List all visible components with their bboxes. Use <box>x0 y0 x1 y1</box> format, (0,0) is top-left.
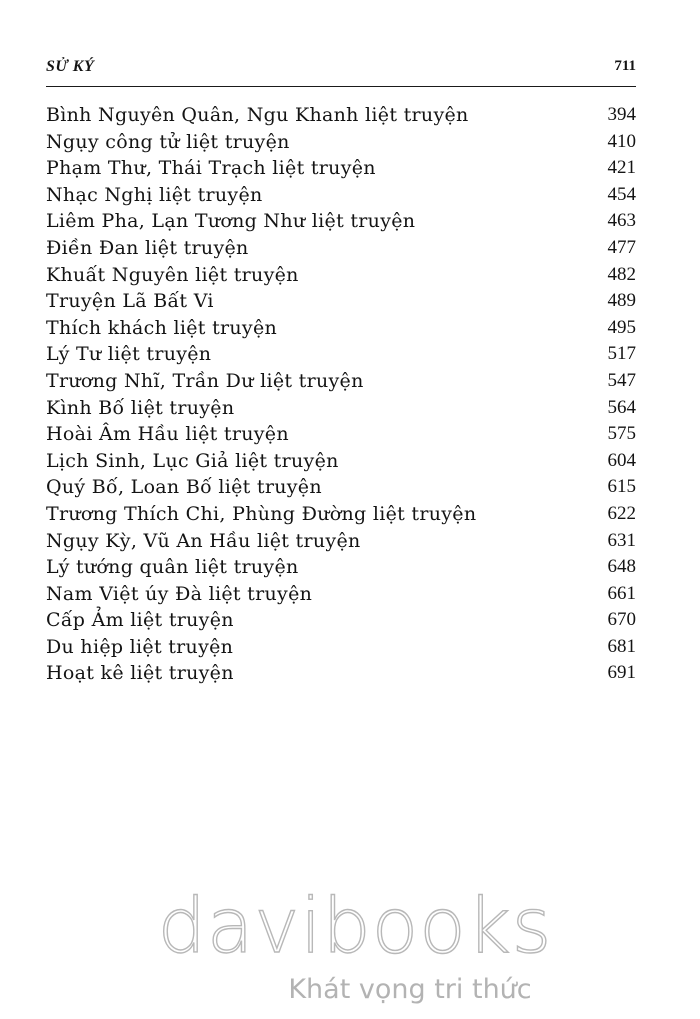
toc-entry-page: 394 <box>607 104 636 125</box>
toc-entry-page: 604 <box>607 449 636 471</box>
toc-entry-page: 564 <box>607 396 636 418</box>
toc-entry <box>46 208 636 235</box>
toc-entry-title: Ngụy công tử liệt truyện <box>46 130 290 153</box>
toc-entry-title: Truyện Lã Bất Vi <box>46 290 214 313</box>
toc-entry-page: 622 <box>607 502 636 524</box>
toc-entry-title: Lý tướng quân liệt truyện <box>46 556 299 579</box>
running-header <box>46 58 636 82</box>
toc-entry-title: Quý Bố, Loan Bố liệt truyện <box>46 476 322 499</box>
toc-entry-title: Kình Bố liệt truyện <box>46 396 235 419</box>
toc-entry-page: 495 <box>607 316 636 338</box>
toc-entry <box>46 448 636 475</box>
toc-entry-page: 463 <box>607 210 636 232</box>
toc-entry-page: 648 <box>607 556 636 578</box>
toc-entry <box>46 235 636 262</box>
toc-entry-title: Điền Đan liệt truyện <box>46 236 249 259</box>
toc-entry-title: Cấp Ảm liệt truyện <box>46 609 234 632</box>
toc-entry <box>46 528 636 555</box>
toc-entry-title: Nhạc Nghị liệt truyện <box>46 183 263 206</box>
toc-entry-page: 410 <box>607 130 636 152</box>
toc-entry <box>46 315 636 342</box>
toc-entry <box>46 607 636 634</box>
toc-entry-page: 547 <box>607 369 636 391</box>
toc-entry-page: 615 <box>607 476 636 498</box>
toc-entry-page: 670 <box>607 609 636 631</box>
toc-entry-title: Du hiệp liệt truyện <box>46 635 234 658</box>
toc-entry-page: 691 <box>607 662 636 684</box>
toc-entry <box>46 102 636 129</box>
toc-entry <box>46 182 636 209</box>
toc-entry-title: Lý Tư liệt truyện <box>46 343 212 366</box>
toc-entry <box>46 554 636 581</box>
toc-entry-page: 454 <box>607 183 636 205</box>
toc-entry-title: Hoạt kê liệt truyện <box>46 662 234 685</box>
toc-entry-title: Bình Nguyên Quân, Ngu Khanh liệt truyện <box>46 104 469 126</box>
toc-entry <box>46 581 636 608</box>
toc-entry-title: Lịch Sinh, Lục Giả liệt truyện <box>46 449 339 472</box>
toc-entry-title: Ngụy Kỳ, Vũ An Hầu liệt truyện <box>46 529 361 552</box>
header-title: SỬ KÝ <box>46 58 95 75</box>
toc-entry-title: Nam Việt úy Đà liệt truyện <box>46 582 313 605</box>
toc-entry-page: 575 <box>607 423 636 445</box>
toc-entry <box>46 155 636 182</box>
toc-entry <box>46 634 636 661</box>
toc-entry <box>46 129 636 156</box>
toc-entry-title: Trương Thích Chi, Phùng Đường liệt truyện <box>46 502 477 525</box>
watermark-brand: davibooks <box>157 881 553 970</box>
toc-entry-title: Khuất Nguyên liệt truyện <box>46 263 299 286</box>
toc-entry-page: 477 <box>607 236 636 258</box>
toc-entry-page: 631 <box>607 529 636 551</box>
toc-entry <box>46 474 636 501</box>
toc-entry-title: Phạm Thư, Thái Trạch liệt truyện <box>46 157 376 180</box>
toc-entry-title: Liêm Pha, Lạn Tương Như liệt truyện <box>46 210 416 233</box>
toc-entry <box>46 341 636 368</box>
toc-entry-page: 421 <box>607 157 636 179</box>
toc-entry-page: 489 <box>607 290 636 312</box>
watermark <box>0 880 700 1010</box>
header-page-number: 711 <box>614 58 636 74</box>
toc-entry-title: Hoài Âm Hầu liệt truyện <box>46 423 289 446</box>
toc-entry <box>46 288 636 315</box>
toc-entry <box>46 501 636 528</box>
toc-entry <box>46 262 636 289</box>
toc-entry-page: 661 <box>607 582 636 604</box>
toc-entry-title: Thích khách liệt truyện <box>46 316 278 339</box>
toc-entry-page: 482 <box>607 263 636 285</box>
watermark-slogan: Khát vọng tri thức <box>288 974 532 1005</box>
toc-entry <box>46 421 636 448</box>
toc-entry-title: Trương Nhĩ, Trần Dư liệt truyện <box>46 369 364 392</box>
table-of-contents <box>46 102 636 687</box>
toc-entry <box>46 395 636 422</box>
header-rule <box>46 86 636 87</box>
toc-entry <box>46 660 636 687</box>
toc-entry <box>46 368 636 395</box>
toc-entry-page: 681 <box>607 635 636 657</box>
toc-entry-page: 517 <box>607 343 636 365</box>
